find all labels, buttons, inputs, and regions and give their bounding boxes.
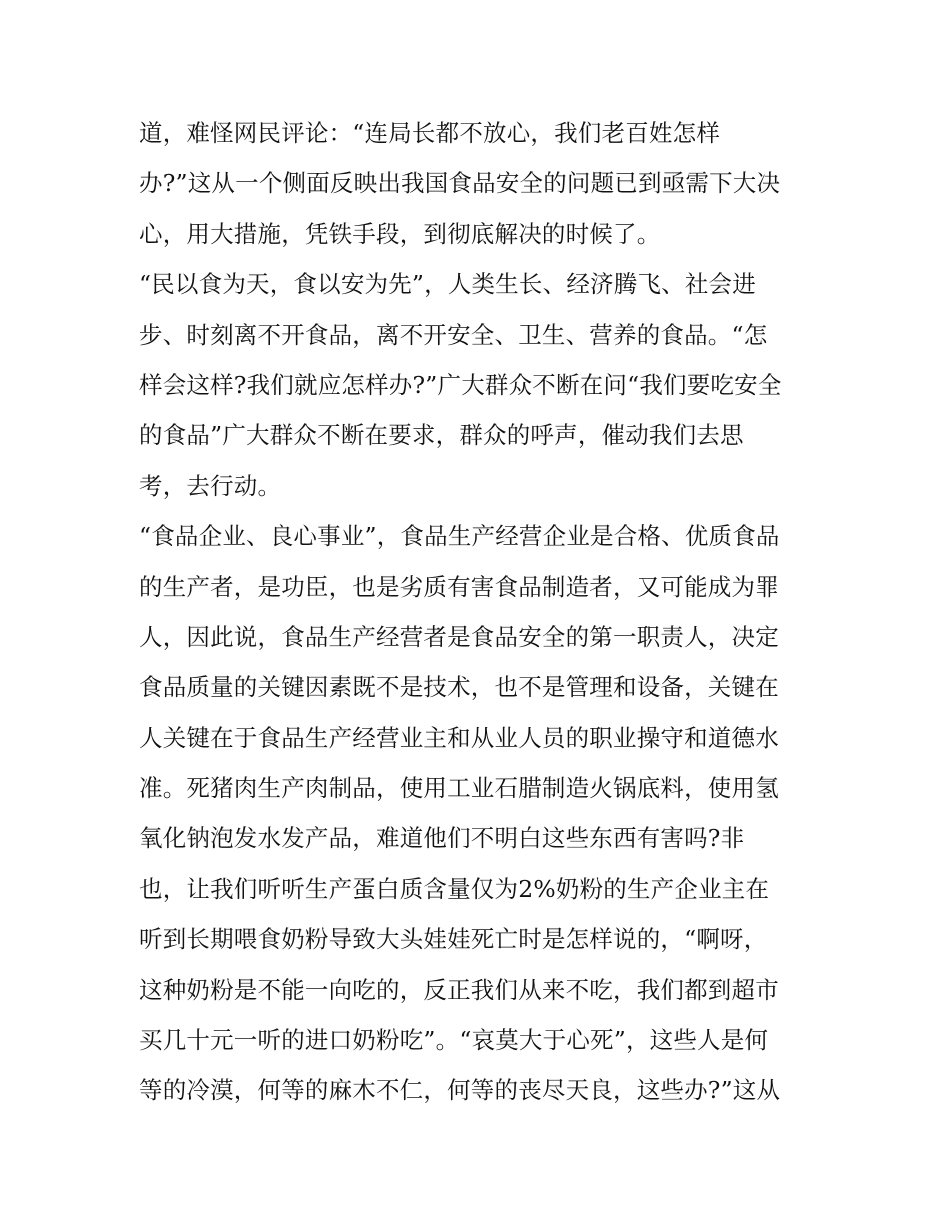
text-line: 办?”这从一个侧面反映出我国食品安全的问题已到亟需下大决 <box>139 169 781 198</box>
text-line: 也，让我们听听生产蛋白质含量仅为2%奶粉的生产企业主在 <box>139 874 770 903</box>
text-line: 步、时刻离不开食品，离不开安全、卫生、营养的食品。“怎 <box>139 320 768 349</box>
text-line: 听到长期喂食奶粉导致大头娃娃死亡时是怎样说的，“啊呀， <box>139 925 768 954</box>
text-line: 考，去行动。 <box>139 471 282 500</box>
text-line: 准。死猪肉生产肉制品，使用工业石腊制造火锅底料，使用氢 <box>139 774 779 803</box>
text-line: 样会这样?我们就应怎样办?”广大群众不断在问“我们要吃安全 <box>139 370 782 399</box>
text-line: 等的冷漠，何等的麻木不仁，何等的丧尽天良，这些办?”这从 <box>139 1076 781 1105</box>
text-line: 的生产者，是功臣，也是劣质有害食品制造者，又可能成为罪 <box>139 572 779 601</box>
text-line: 买几十元一听的进口奶粉吃”。“哀莫大于心死”，这些人是何 <box>139 1026 769 1055</box>
text-line: 这种奶粉是不能一向吃的，反正我们从来不吃，我们都到超市 <box>139 975 779 1004</box>
text-line: 人，因此说，食品生产经营者是食品安全的第一职责人，决定 <box>139 622 779 651</box>
body-text <box>139 108 819 1116</box>
text-line: 食品质量的关键因素既不是技术，也不是管理和设备，关键在 <box>139 673 779 702</box>
text-line: 心，用大措施，凭铁手段，到彻底解决的时候了。 <box>139 219 661 248</box>
text-line: 的食品”广大群众不断在要求，群众的呼声，催动我们去思 <box>139 421 744 450</box>
text-line: 人关键在于食品生产经营业主和从业人员的职业操守和道德水 <box>139 723 779 752</box>
text-line: “民以食为天，食以安为先”，人类生长、经济腾飞、社会进 <box>139 270 756 299</box>
text-line: 氧化钠泡发水发产品，难道他们不明白这些东西有害吗?非 <box>139 824 745 853</box>
text-line: “食品企业、良心事业”，食品生产经营企业是合格、优质食品 <box>139 522 780 551</box>
text-line: 道，难怪网民评论：“连局长都不放心，我们老百姓怎样 <box>139 119 721 147</box>
